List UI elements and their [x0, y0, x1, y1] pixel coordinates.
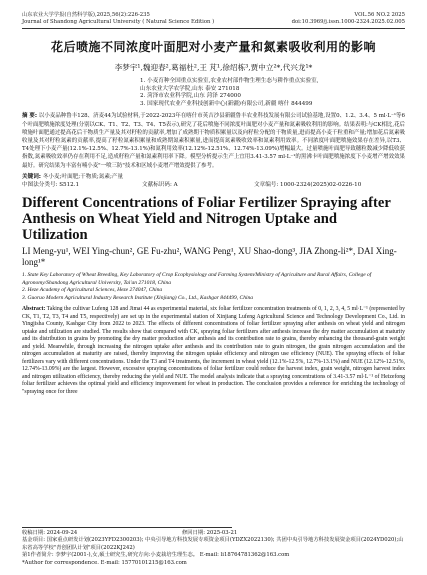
- abstract-en: [22, 306, 405, 397]
- journal-name-cn: 山东农业大学学报(自然科学版),2025,56(2):226-235: [22, 12, 150, 18]
- clc-number: 中图法分类号: S512.1: [22, 181, 80, 188]
- affiliation-cn-1: 1. 小麦育种全国重点实验室,农业农村部作物生理生态与耕作重点实验室,: [140, 78, 319, 84]
- first-author-bio: 第1作者简介: 李梦宇(2001-),女,硕士研究生,研究方向:小麦栽培生理生态。 E-mail: li18764781362@163.com: [22, 552, 290, 559]
- title-cn: 花后喷施不同浓度叶面肥对小麦产量和氮素吸收利用的影响: [50, 40, 376, 54]
- authors-cn: 李梦宇¹,魏迎春²,葛福杜²,王 芃¹,徐绍栋³,贾中立²*,代兴龙¹*: [114, 63, 313, 72]
- affiliations-cn: [140, 78, 405, 108]
- affiliation-cn-1b: 山东农业大学农学院,山东 泰安 271018: [140, 85, 240, 92]
- keywords-cn-label: 关键词:: [22, 173, 42, 180]
- abstract-cn: [22, 112, 405, 169]
- doi: doi:10.3969/j.issn.1000-2324.2025.02.005: [291, 19, 405, 25]
- affiliation-en-1: 1. State Key Laboratory of Wheat Breeding, Key Laboratory of Crop Ecophysiology and Farming System/Ministry of Agriculture and Rural Affairs, College of Agronomy/Shandong Agricultural University, Tai'an 271018, China: [22, 271, 372, 286]
- article-number: 文章编号: 1000-2324(2025)02-0226-10: [254, 181, 362, 188]
- abstract-en-text: Taking the cultivar Lufeng 128 and Jimai 44 as experimental material, six foliar fertilizer concentration treatments of 0, 1, 2, 3, 4, 5 ml·L⁻¹ (represented by CK, T1, T2, T3, T4 and T5, respectively) are set up in the experimental station of Xinjiang Lufeng Agricultural Science and Technology Development Co., Ltd. in Yingjisha County, Kashgar City from 2022 to 2023. The effects of different concentrations of foliar fertilizer spraying after anthesis on wheat yield and nitrogen uptake and utilization are studied. The results show that compared with CK, spraying foliar fertilizers after anthesis increase the dry matter accumulation at maturity and its distribution in grains by promoting the dry matter production after anthesis and its contribution rate to grains, thereby enhancing the thousand-grain weight and yield. Meanwhile, through increasing the nitrogen uptake after anthesis and its contribution rate to grain nitrogen, the grain nitrogen accumulation and the nitrogen accumulation at maturity are raised, thereby improving the nitrogen uptake efficiency and nitrogen use efficiency (NUE). The spraying effects of foliar fertilizers vary with different concentrations. Under the T3 and T4 treatments, the increment in wheat yield (12.1%-12.5%, 12.7%-13.1%) and NUE (12.12%-12.51%, 12.74%-13.09%) are the largest. However, excessive spraying concentrations of foliar fertilizer could reduce the harvest index, grain weight, nitrogen harvest index and nitrogen utilization efficiency, thereby reducing the yield and NUE. The model analysis indicate that a spraying concentrations of 3.41-3.57 ml·L⁻¹ of Heizefong foliar fertilizer achieves the optimal yield and efficiency improvement for wheat in production. The conclusion provides a reference for enriching the technology of "spraying once for three: [22, 305, 405, 395]
- revised-date: 修回日期: 2025-03-21: [182, 529, 238, 536]
- keywords-cn-text: 冬小麦;叶面肥;干物质;氮素;产量: [42, 173, 124, 180]
- document-code: 文献标识码: A: [142, 181, 178, 188]
- authors-en: LI Meng-yu¹, WEI Ying-chun², GE Fu-zhu², WANG Peng¹, XU Shao-dong³, JIA Zhong-li²*, DAI Xing-long¹*: [22, 245, 397, 268]
- affiliation-cn-3: 3. 国家现代农业产业科技创新中心(新疆)有限公司,新疆 喀什 844499: [140, 100, 313, 107]
- running-header: [22, 12, 405, 26]
- received-date: 收稿日期: 2024-09-24: [22, 529, 78, 536]
- affiliation-en-3: 3. Guoruo Modern Agricultural Industry Research Institute (Xinjiang) Co., Ltd., Kashgar 844499, China: [22, 295, 253, 302]
- fund-info: 基金项目: 国家重点研发计划(2023YFD2300203); 中央引导地方科技发展专项资金项目(YDZX2022130); 共团中央引导地方科技发展资金项目(2024YD020);山东省高等学校"青创团队计划"项目(2022KJ242): [22, 537, 404, 551]
- footnotes: [22, 527, 405, 567]
- header-rule: [22, 28, 405, 29]
- affiliation-cn-2: 2. 菏泽市农业科学院,山东 菏泽 274000: [140, 93, 241, 100]
- abstract-en-label: Abstract:: [22, 305, 46, 312]
- footnote-rule: [22, 527, 232, 528]
- corresponding-author: *Author for correspondence. E-mail: 15770101215@163.com: [22, 559, 187, 566]
- abstract-cn-label: 摘 要:: [22, 113, 38, 120]
- affiliations-en: [22, 272, 405, 303]
- volume-info: VOL.56 NO.2 2025: [354, 12, 405, 18]
- title-en: Different Concentrations of Foliar Fertilizer Spraying after Anthesis on Wheat Yield and Nitrogen Uptake and Utilization: [22, 194, 391, 243]
- affiliation-en-2: 2. Heze Academy of Agricultural Sciences, Heze 274047, China: [22, 287, 163, 294]
- journal-name-en: Journal of Shandong Agricultural University ( Natural Science Edition ): [22, 19, 215, 25]
- keywords-cn: [22, 173, 405, 181]
- classification-row: [22, 181, 405, 189]
- abstract-cn-text: 以小麦品种鲁丰128、济麦44为试验材料,于2022-2023年在喀什市英吉沙县新疆鲁丰农业科技发展有限公司试验基地,设置0、1.2、3.4、5 ml·L⁻¹等6个叶面肥喷施浓度处理(分别以CK、T1、T2、T3、T4、T5表示),研究了花后喷施不同浓度叶面肥对小麦产量和氮素吸收利用的影响。结果表明:与CK相比,花后喷施叶面肥通过提高花后干物质生产量及其对籽粒的贡献率,增加了成熟期干物质积累量以及向籽粒分配的干物质量,进而提高小麦千粒重和产量;增加花后氮素吸收量及其对籽粒氮素的贡献率,提高了籽粒氮素积累量和成熟期氮素积累量,进而提高氮素吸收效率和氮素利用效率。不同浓度叶面肥喷施效果存在差异,以T3、T4处理下小麦产量(12.1%-12.5%、12.7%-13.1%)和氮利用效率(12.12%-12.51%、12.74%-13.09%)增幅最大。过量喷施叶面肥导致穗粒数减少降低收获指数,氮素吸收效率仍存在利用不足,造成籽粒产量和氮素利用率下降。模型分析提示生产上宜用3.41-3.57 ml·L⁻¹的黑沸卡叶面肥喷施浓度下小麦增产增效效果最好。研究结果为丰富有喃小麦"一喷三防"技术和区域小麦增产增效提供了参考。: [22, 113, 405, 169]
